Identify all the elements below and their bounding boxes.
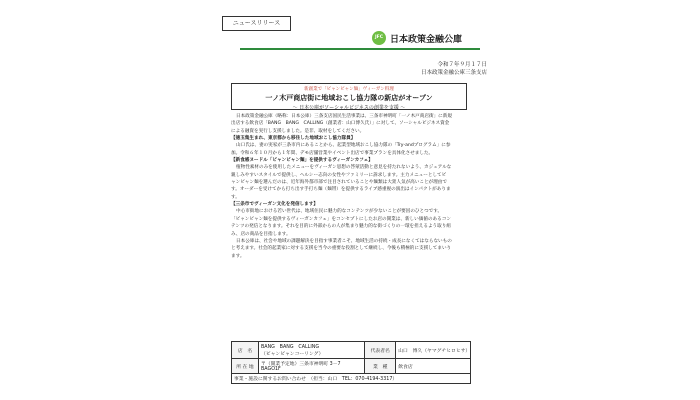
section-line: 「ビャンビャン麺を提供するヴィーガンカフェ」をコンセプトにしたお店の開業は、新しい価値のあるコン xyxy=(231,216,451,222)
title-main: 一ノ木戸商店街に地域おこし協力隊の新店がオープン xyxy=(265,94,433,102)
branch-name: 日本政策金融公庫三条支店 xyxy=(420,70,487,76)
section-line: ャンビャン麺を選んだのは、近年海外都市部で注目されていることや麺類は大衆人気が高いことが理由で xyxy=(231,180,447,186)
title-sub: ～ 日本公庫がソーシャルビジネスの創業を支援 ～ xyxy=(292,105,406,111)
intro-line: 出店する飲食店「BANG BANG CALLING（創業者：山口博久氏）」に対して、ソーシャルビジネス資金 xyxy=(231,121,450,127)
jfc-logo-icon: JFC xyxy=(372,31,386,45)
title-box xyxy=(231,83,467,110)
section-line: 日本公庫は、社会や地域の課題解決を目指す事業者こそ、地域生活の持続・成長になくてはならないもの xyxy=(236,238,452,244)
store-reading: （ビャンビャンコーリング） xyxy=(261,352,324,357)
header-divider xyxy=(240,48,480,50)
table-row xyxy=(232,374,471,384)
section-line: み、店の商品を目指します。 xyxy=(231,231,291,237)
release-label: ニュースリリース xyxy=(222,16,291,31)
release-date: 令和７年９月１７日 xyxy=(437,62,487,68)
logo-name: 日本政策金融公庫 xyxy=(390,35,463,45)
address-label: 所 在 地 xyxy=(232,359,259,374)
intro-line: 日本政策金融公庫（略称：日本公庫）三条支店国民生活事業は、三条市神明町「一ノ木戸商店街」に新規 xyxy=(236,114,452,119)
logo xyxy=(372,29,482,49)
intro-line: による融資を実行し支援しました。是非、取材をしてください。 xyxy=(231,128,365,134)
store-label: 店 名 xyxy=(232,342,259,359)
contact-info: 事業・施設に関するお問い合わせ （担当：山口 TEL：070-4194-3317） xyxy=(232,374,471,384)
industry: 飲食店 xyxy=(396,359,471,374)
rep-label: 代表者名 xyxy=(365,342,396,359)
body-text xyxy=(231,113,471,260)
table-row xyxy=(232,342,471,359)
section-line: 中心市街地における若い世代は、地域住民に魅力的なコンテンツが少ないことが要因のひとつです。 xyxy=(236,209,443,215)
table-row xyxy=(232,359,471,374)
section-line: 親しみやすいスタイルで提供し、ヘルシー志向の女性やファミリーに訴求します。主力メニューとしてビ xyxy=(231,172,447,178)
section-heading: 【三条市でヴィーガン文化を発信します】 xyxy=(231,202,318,208)
rep-name: 山口 博久（ヤマグチヒロヒサ） xyxy=(396,342,471,359)
section-heading: 【新食感ヌードル「ビャンビャン麺」を提供するヴィーガンカフェ】 xyxy=(231,158,373,164)
industry-label: 業 種 xyxy=(365,359,396,374)
info-table xyxy=(231,341,471,384)
title-pre: 新創業で「ビャンビャン麺」ヴィーガン料理 xyxy=(304,87,394,92)
section-line: ます。 xyxy=(231,253,245,259)
section-line: す。オーダーを受けてから打ち出す手打ち麺（麺帯）を提供するライブ感重視の演出はインパクトがありま xyxy=(231,187,451,193)
section-line: す。 xyxy=(231,194,240,200)
section-heading: 【徳玉集生まれ、東京都から移住した地域おこし協力隊員】 xyxy=(231,136,356,142)
section-line: 山口氏は、妻の実家が三条市内にあることから、起業型地域おこし協力隊の「Try-andプログラム」に参 xyxy=(236,143,451,149)
section-line: と考えます。社会的起業家に対する支援を当今の重要な役割として継続し、今後も積極的に支援してまいり xyxy=(231,246,452,252)
store-name: BANG BANG CALLING xyxy=(261,345,320,350)
section-line: 植物性素材のみを使用したメニューをヴィーガン思想の啓蒙活動と意見を持たれないよう、カジュアルな xyxy=(236,165,452,171)
address: 〒（開業予定地）三条市神明町 3－7 BAGO1F xyxy=(259,359,365,374)
store-name-cell xyxy=(259,342,365,359)
section-line: テンツの発信となります。それを目的に外部からの人が集まり魅力的な街づくりの一環を担えるよう取り組 xyxy=(231,224,451,230)
section-line: 加。令和６年１０月から１年間、デモ店舗営業やイベント出店で事業プランを具体化させました。 xyxy=(231,150,434,156)
